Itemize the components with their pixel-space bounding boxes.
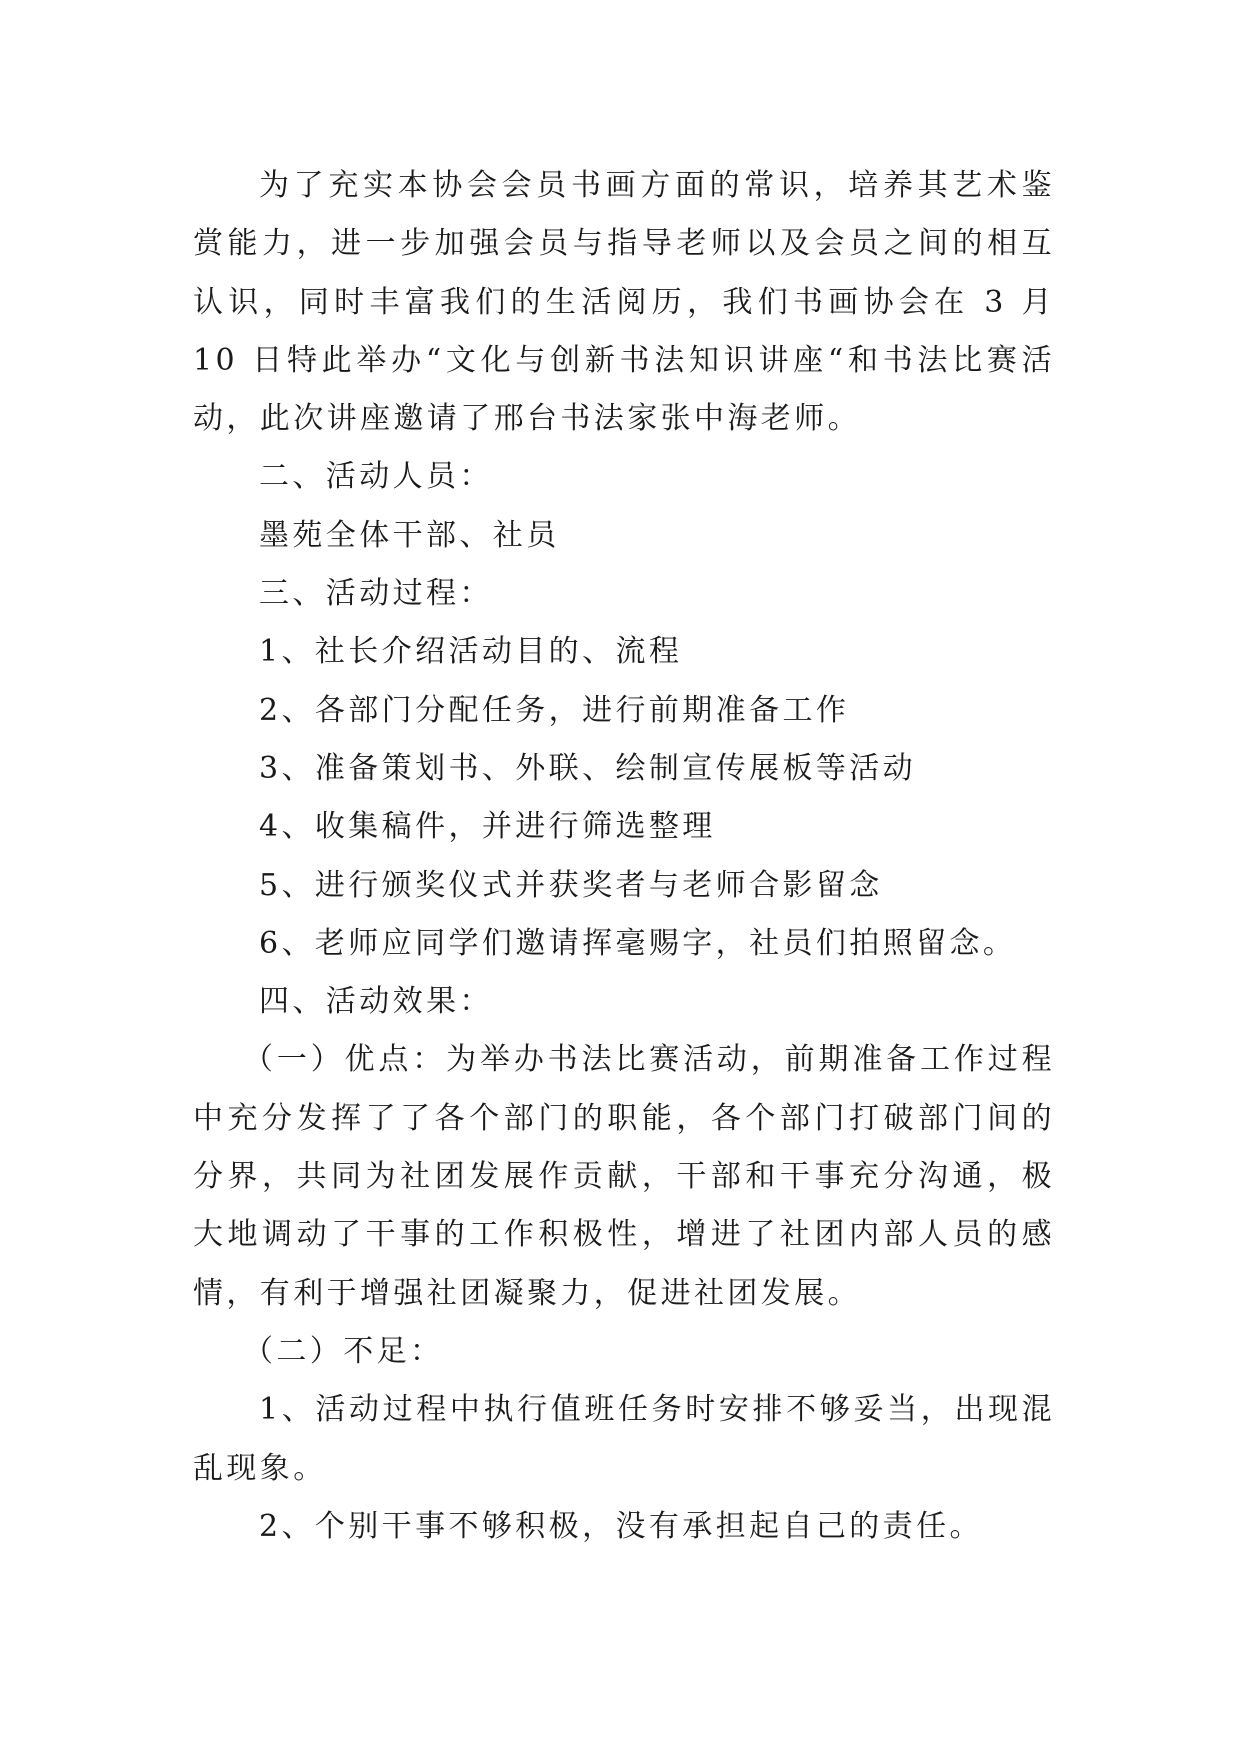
process-step-3: 3、准备策划书、外联、绘制宣传展板等活动 bbox=[259, 750, 917, 786]
process-step-4: 4、收集稿件，并进行筛选整理 bbox=[259, 809, 716, 845]
process-step-1: 1、社长介绍活动目的、流程 bbox=[259, 634, 683, 670]
heading-results: 四、活动效果： bbox=[259, 984, 493, 1020]
heading-shortcomings: （二）不足： bbox=[243, 1333, 444, 1369]
process-step-5: 5、进行颁奖仪式并获奖者与老师合影留念 bbox=[259, 867, 883, 903]
heading-participants: 二、活动人员： bbox=[259, 459, 493, 495]
paragraph-participants: 墨苑全体干部、社员 bbox=[259, 517, 560, 553]
paragraph-intro: 为了充实本协会会员书画方面的常识，培养其艺术鉴赏能力，进一步加强会员与指导老师以及会员之间的相互认识，同时丰富我们的生活阅历，我们书画协会在 3 月 10 日特此举办“文化与创新书法知识讲座“和书法比赛活动，此次讲座邀请了邢台书法家张中海老师。 bbox=[193, 168, 1055, 437]
document-body bbox=[193, 157, 1055, 1556]
process-step-6: 6、老师应同学们邀请挥毫赐字，社员们拍照留念。 bbox=[259, 925, 1017, 961]
heading-process: 三、活动过程： bbox=[259, 576, 493, 612]
paragraph-strengths: （一）优点：为举办书法比赛活动，前期准备工作过程中充分发挥了了各个部门的职能，各个部门打破部门间的分界，共同为社团发展作贡献，干部和干事充分沟通，极大地调动了干事的工作积极性，增进了社团内部人员的感情，有利于增强社团凝聚力，促进社团发展。 bbox=[193, 1042, 1055, 1311]
process-step-2: 2、各部门分配任务，进行前期准备工作 bbox=[259, 692, 850, 728]
shortcoming-2: 2、个别干事不够积极，没有承担起自己的责任。 bbox=[259, 1508, 983, 1544]
shortcoming-1: 1、活动过程中执行值班任务时安排不够妥当，出现混乱现象。 bbox=[193, 1392, 1055, 1486]
